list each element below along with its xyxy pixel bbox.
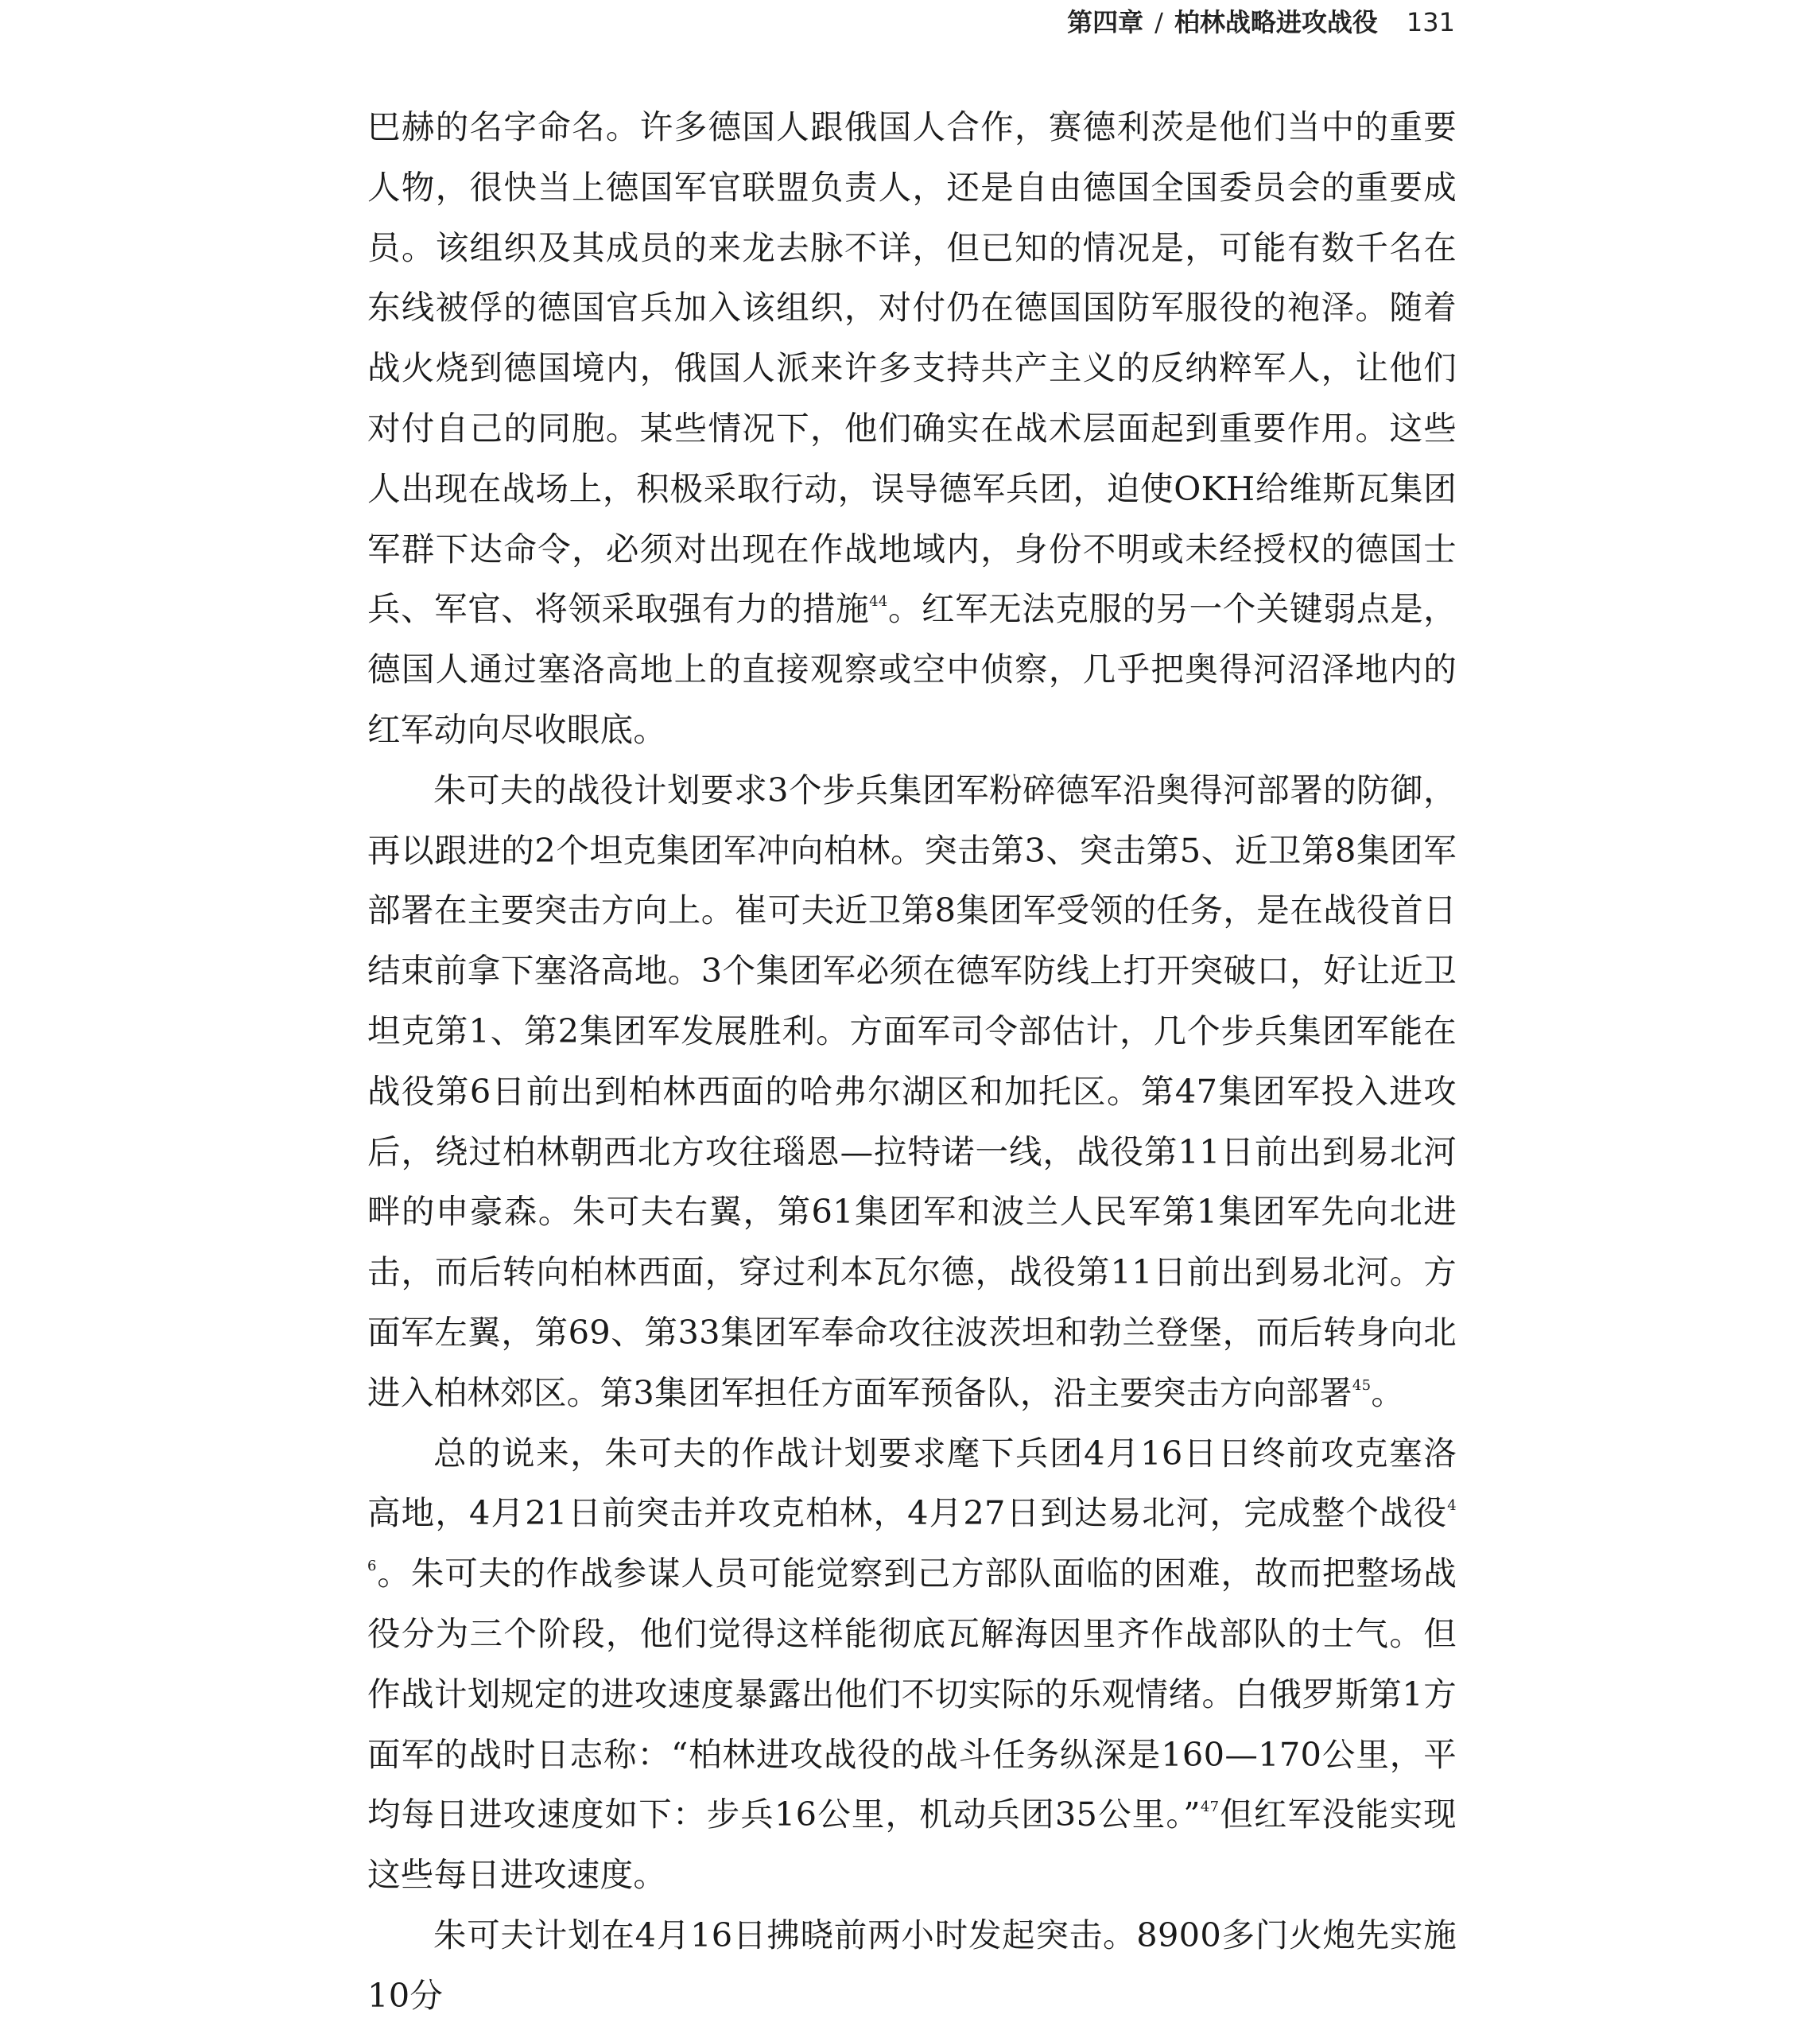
body-text bbox=[367, 97, 1457, 2026]
paragraph-1-text-b: 。红军无法克服的另一个关键弱点是，德国人通过塞洛高地上的直接观察或空中侦察，几乎把奥得河沼泽地内的红军动向尽收眼底。 bbox=[367, 589, 1457, 749]
paragraph-1 bbox=[367, 97, 1457, 760]
paragraph-3-text-c: 但红军没能实现这些每日进攻速度。 bbox=[367, 1795, 1457, 1895]
running-header bbox=[1034, 5, 1455, 40]
paragraph-1-text-a: 巴赫的名字命名。许多德国人跟俄国人合作，赛德利茨是他们当中的重要人物，很快当上德国军官联盟负责人，还是自由德国全国委员会的重要成员。该组织及其成员的来龙去脉不详，但已知的情况是，可能有数千名在东线被俘的德国官兵加入该组织，对付仍在德国国防军服役的袍泽。随着战火烧到德国境内，俄国人派来许多支持共产主义的反纳粹军人，让他们对付自己的同胞。某些情况下，他们确实在战术层面起到重要作用。这些人出现在战场上，积极采取行动，误导德军兵团，迫使OKH给维斯瓦集团军群下达命令，必须对出现在作战地域内，身份不明或未经授权的德国士兵、军官、将领采取强有力的措施 bbox=[367, 107, 1457, 629]
paragraph-4-text-a: 朱可夫计划在4月16日拂晓前两小时发起突击。8900多门火炮先实施10分 bbox=[367, 1915, 1457, 2015]
section-title: 柏林战略进攻战役 bbox=[1174, 7, 1378, 37]
footnote-ref-45: 45 bbox=[1352, 1376, 1372, 1394]
paragraph-3-text-b: 。朱可夫的作战参谋人员可能觉察到己方部队面临的困难，故而把整场战役分为三个阶段，他们觉得这样能彻底瓦解海因里齐作战部队的士气。但作战计划规定的进攻速度暴露出他们不切实际的乐观情绪。白俄罗斯第1方面军的战时日志称：“柏林进攻战役的战斗任务纵深是160—170公里，平均每日进攻速度如下：步兵16公里，机动兵团35公里。” bbox=[367, 1554, 1457, 1834]
paragraph-2 bbox=[367, 760, 1457, 1423]
paragraph-3 bbox=[367, 1423, 1457, 1905]
chapter-label: 第四章 bbox=[1067, 7, 1144, 37]
page-number: 131 bbox=[1406, 7, 1455, 37]
header-separator: / bbox=[1154, 7, 1163, 37]
paragraph-3-text-a: 总的说来，朱可夫的作战计划要求麾下兵团4月16日日终前攻克塞洛高地，4月21日前突击并攻克柏林，4月27日到达易北河，完成整个战役 bbox=[367, 1433, 1457, 1533]
footnote-ref-44: 44 bbox=[869, 593, 888, 611]
paragraph-2-text-b: 。 bbox=[1371, 1372, 1405, 1412]
footnote-ref-47: 47 bbox=[1200, 1799, 1220, 1816]
paragraph-2-text-a: 朱可夫的战役计划要求3个步兵集团军粉碎德军沿奥得河部署的防御，再以跟进的2个坦克集团军冲向柏林。突击第3、突击第5、近卫第8集团军部署在主要突击方向上。崔可夫近卫第8集团军受领的任务，是在战役首日结束前拿下塞洛高地。3个集团军必须在德军防线上打开突破口，好让近卫坦克第1、第2集团军发展胜利。方面军司令部估计，几个步兵集团军能在战役第6日前出到柏林西面的哈弗尔湖区和加托区。第47集团军投入进攻后，绕过柏林朝西北方攻往瑙恩—拉特诺一线，战役第11日前出到易北河畔的申豪森。朱可夫右翼，第61集团军和波兰人民军第1集团军先向北进击，而后转向柏林西面，穿过利本瓦尔德，战役第11日前出到易北河。方面军左翼，第69、第33集团军奉命攻往波茨坦和勃兰登堡，而后转身向北进入柏林郊区。第3集团军担任方面军预备队，沿主要突击方向部署 bbox=[367, 770, 1457, 1412]
paragraph-4 bbox=[367, 1905, 1457, 2026]
footnote-ref-46: 46 bbox=[367, 1497, 1457, 1575]
